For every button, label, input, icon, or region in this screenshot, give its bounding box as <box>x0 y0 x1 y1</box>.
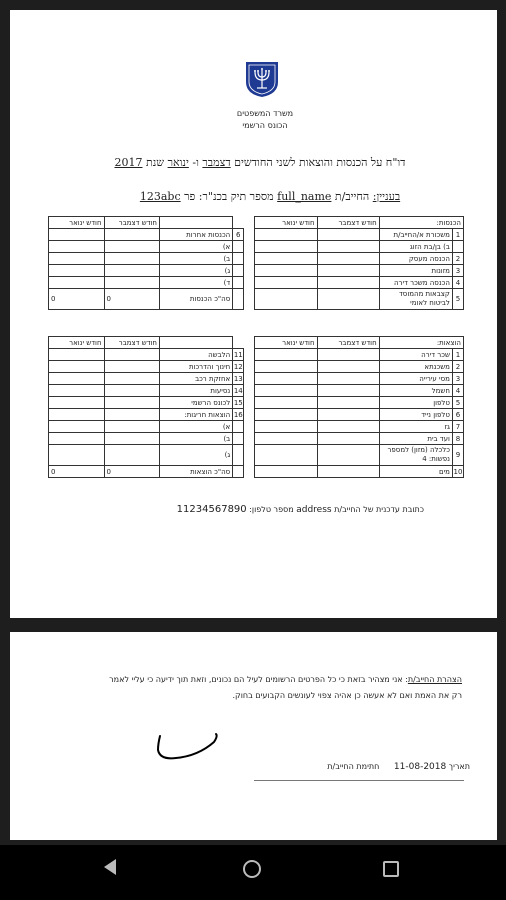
table-row: 4 חשמל 14 נסיעות <box>49 385 464 397</box>
table-row: 4 הכנסה משכר דירה ד) <box>49 277 464 289</box>
expenses-title: הוצאות: <box>379 337 463 349</box>
signature-divider <box>254 780 464 781</box>
ministry-name: משרד המשפטים <box>236 109 294 118</box>
file-label: מספר תיק בכנ"ר: פר <box>184 190 274 203</box>
debtor-name: full_name <box>277 190 332 203</box>
income-total-label: סה"כ הכנסות <box>160 289 233 310</box>
back-icon[interactable] <box>104 859 116 875</box>
address-label: כתובת עדכנית של החייב/ת <box>334 505 424 514</box>
report-month2: ינואר <box>167 156 189 169</box>
declaration-title: הצהרת החייב/ת <box>407 675 462 684</box>
phone-value: 11234567890 <box>176 504 247 515</box>
table-row: 1 שכר דירה 11 הלבשה <box>49 349 464 361</box>
expenses-total-label: סה"כ הוצאות <box>160 466 233 478</box>
ministry-dept: הכונס הרשמי <box>242 121 288 130</box>
report-year: 2017 <box>114 156 143 169</box>
expenses-jan-header-2: חודש ינואר <box>49 337 105 349</box>
recent-apps-icon[interactable] <box>383 861 399 877</box>
subject-label: בעניין: <box>372 190 401 203</box>
table-row: 3 מזונות ג) <box>49 265 464 277</box>
document-page-1 <box>10 10 497 618</box>
table-row: 10 מים סה"כ הוצאות 0 0 <box>49 466 464 478</box>
date-label: תאריך <box>448 762 470 771</box>
table-row: 8 ועד בית ב) <box>49 433 464 445</box>
income-title: הכנסות: <box>379 217 463 229</box>
debtor-label: החייב/ת <box>334 190 370 203</box>
income-total-jan: 0 <box>49 289 105 310</box>
income-jan-header: חודש ינואר <box>255 217 317 229</box>
income-dec-header-2: חודש דצמבר <box>104 217 159 229</box>
table-row: 2 משכנתא 12 חינוך והדרכות <box>49 361 464 373</box>
report-month1: דצמבר <box>202 156 231 169</box>
document-page-2 <box>10 632 497 840</box>
ministry-header <box>210 108 320 132</box>
declaration-text <box>54 672 462 704</box>
income-table <box>48 216 464 310</box>
table-row: 1 משכורת א/החייב/ת 6 הכנסות אחרות <box>49 229 464 241</box>
declaration-line-1: : אני מצהיר בזאת כי כל הפרטים הרשומים לעיל הם נכונים, וזאת תוך ידיעה כי עליי לאמר <box>109 675 408 684</box>
file-number: 123abc <box>139 190 181 203</box>
table-row: 5 טלפון 15 לכונס הרשמי <box>49 397 464 409</box>
report-year-label: שנת <box>146 156 165 169</box>
state-emblem-icon <box>244 60 280 98</box>
expenses-dec-header-2: חודש דצמבר <box>104 337 159 349</box>
table-row: 9 כלכלה (מזון) למספר נפשות: 4 ג) <box>49 445 464 466</box>
signature-image <box>152 730 224 766</box>
income-dec-header: חודש דצמבר <box>317 217 379 229</box>
expenses-table <box>48 336 464 478</box>
expenses-total-jan: 0 <box>49 466 105 478</box>
table-row: 3 מסי עירייה 13 אחזקת רכב <box>49 373 464 385</box>
income-header-row <box>49 217 464 229</box>
expenses-jan-header: חודש ינואר <box>255 337 317 349</box>
table-row: 2 הכנסה מעסק ב) <box>49 253 464 265</box>
table-row: 7 גז א) <box>49 421 464 433</box>
address-value: address <box>296 505 332 515</box>
table-row: ב) בן/בת הזוג א) <box>49 241 464 253</box>
report-title-prefix: דו"ח על הכנסות והוצאות לשני החודשים <box>234 156 406 169</box>
expenses-total-dec: 0 <box>104 466 159 478</box>
report-title <box>80 156 440 169</box>
address-line <box>64 504 424 515</box>
expenses-dec-header: חודש דצמבר <box>317 337 379 349</box>
date-value: 11-08-2018 <box>393 762 447 772</box>
report-joiner: ו- <box>192 156 199 169</box>
table-row: 5 קצבאות מהמוסד לביטוח לאומי סה"כ הכנסות 0 0 <box>49 289 464 310</box>
income-total-dec: 0 <box>104 289 159 310</box>
phone-label: מספר טלפון: <box>249 505 294 514</box>
signature-row <box>246 762 470 772</box>
subject-line <box>80 190 460 203</box>
home-icon[interactable] <box>243 860 261 878</box>
signature-label: חתימת החייב/ת <box>327 762 380 771</box>
expenses-header-row <box>49 337 464 349</box>
income-jan-header-2: חודש ינואר <box>49 217 105 229</box>
declaration-line-2: רק את האמת ואם לא אעשה כן אהיה צפוי לעונשים הקבועים בחוק. <box>232 691 462 700</box>
table-row: 6 טלפון נייד 16 הוצאות חריגות: <box>49 409 464 421</box>
income-blank-header <box>160 217 233 229</box>
system-navigation-bar <box>0 845 506 900</box>
